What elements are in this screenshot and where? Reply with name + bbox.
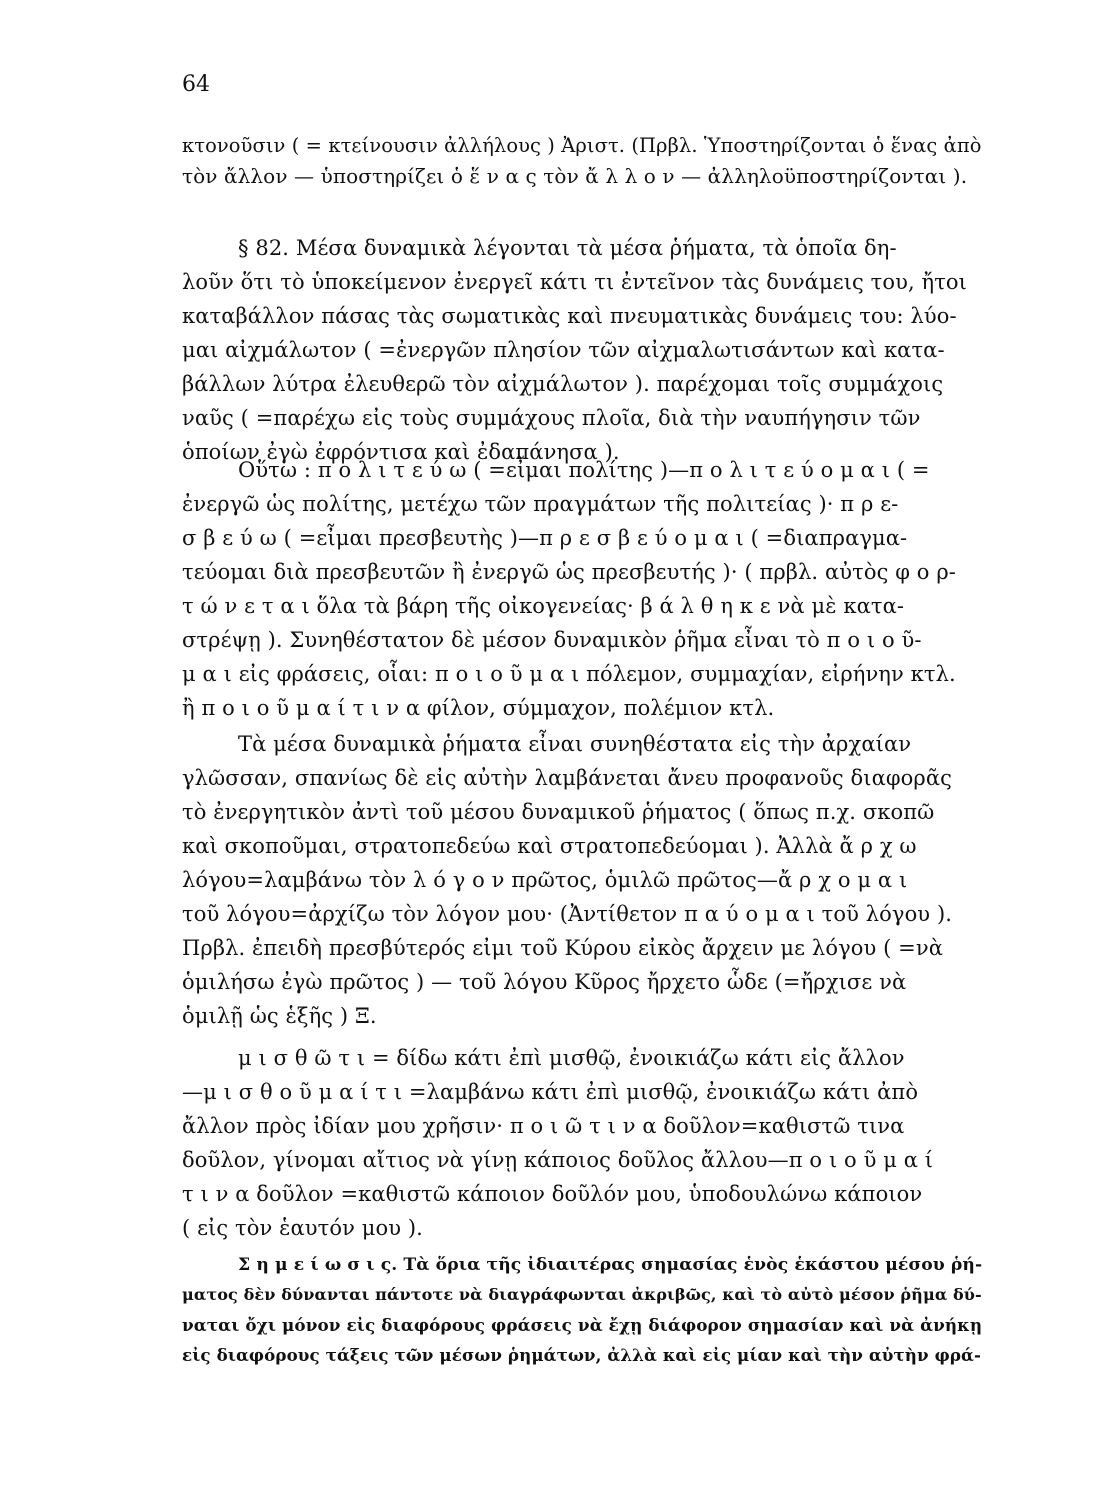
paragraph-misthos — [182, 1041, 990, 1245]
text-line: ἄλλον πρὸς ἰδίαν μου χρῆσιν· π ο ι ῶ τ ι ν α δοῦλον=καθιστῶ τινα — [182, 1114, 905, 1138]
section-heading-line: § 82. Μέσα δυναμικὰ λέγονται τὰ μέσα ῥήματα, τὰ ὁποῖα δη- — [238, 236, 897, 260]
text-line: ὁποίων ἐγὼ ἐφρόντισα καὶ ἐδαπάνησα ). — [182, 440, 620, 464]
text-line: μαι αἰχμάλωτον ( =ἐνεργῶν πλησίον τῶν αἰχμαλωτισάντων καὶ κατα- — [182, 338, 945, 362]
text-line: καταβάλλον πάσας τὰς σωματικὰς καὶ πνευματικὰς δυνάμεις του: λύο- — [182, 304, 957, 328]
text-line: τεύομαι διὰ πρεσβευτῶν ἢ ἐνεργῶ ὡς πρεσβευτής )· ( πρβλ. αὐτὸς φ ο ρ- — [182, 560, 956, 584]
text-line: λοῦν ὅτι τὸ ὑποκείμενον ἐνεργεῖ κάτι τι ἐντεῖνον τὰς δυνάμεις του, ἤτοι — [182, 270, 968, 294]
text-line: τ ώ ν ε τ α ι ὅλα τὰ βάρη τῆς οἰκογενείας· β ά λ θ η κ ε νὰ μὲ κατα- — [182, 594, 905, 618]
text-line: Οὕτω : π ο λ ι τ ε ύ ω ( =εἶμαι πολίτης )—π ο λ ι τ ε ύ ο μ α ι ( = — [238, 458, 930, 482]
text-line: ὁμιλῇ ὡς ἑξῆς ) Ξ. — [182, 1004, 377, 1028]
text-line: τὸ ἐνεργητικὸν ἀντὶ τοῦ μέσου δυναμικοῦ ῥήματος ( ὅπως π.χ. σκοπῶ — [182, 800, 935, 824]
paragraph-ancient-usage — [182, 727, 990, 1033]
text-line: γλῶσσαν, σπανίως δὲ εἰς αὐτὴν λαμβάνεται ἄνευ προφανοῦς διαφορᾶς — [182, 766, 953, 790]
text-line: τοῦ λόγου=ἀρχίζω τὸν λόγον μου· (Ἀντίθετον π α ύ ο μ α ι τοῦ λόγου ). — [182, 902, 953, 926]
text-line: ( εἰς τὸν ἑαυτόν μου ). — [182, 1216, 423, 1240]
text-line: Τὰ μέσα δυναμικὰ ῥήματα εἶναι συνηθέστατα εἰς τὴν ἀρχαίαν — [238, 732, 912, 756]
text-line: βάλλων λύτρα ἐλευθερῶ τὸν αἰχμάλωτον ). παρέχομαι τοῖς συμμάχοις — [182, 372, 944, 396]
text-line: —μ ι σ θ ο ῦ μ α ί τ ι =λαμβάνω κάτι ἐπὶ μισθῷ, ἐνοικιάζω κάτι ἀπὸ — [182, 1080, 919, 1104]
intro-paragraph — [182, 131, 990, 191]
text-line: μ α ι εἰς φράσεις, οἷαι: π ο ι ο ῦ μ α ι πόλεμον, συμμαχίαν, εἰρήνην κτλ. — [182, 662, 956, 686]
text-line: κτονοῦσιν ( = κτείνουσιν ἀλλήλους ) Ἀριστ. (Πρβλ. Ὑποστηρίζονται ὁ ἕνας ἀπὸ — [182, 134, 982, 157]
text-line: σ β ε ύ ω ( =εἶμαι πρεσβευτὴς )—π ρ ε σ β ε ύ ο μ α ι ( =διαπραγμα- — [182, 526, 908, 550]
text-line: Σ η μ ε ί ω σ ι ς. Τὰ ὅρια τῆς ἰδιαιτέρας σημασίας ἑνὸς ἑκάστου μέσου ῥή- — [238, 1255, 983, 1275]
text-line: ματος δὲν δύνανται πάντοτε νὰ διαγράφωνται ἀκριβῶς, καὶ τὸ αὐτὸ μέσον ῥῆμα δύ- — [182, 1285, 982, 1304]
text-line: ἐνεργῶ ὡς πολίτης, μετέχω τῶν πραγμάτων τῆς πολιτείας )· π ρ ε- — [182, 492, 899, 516]
text-line: Πρβλ. ἐπειδὴ πρεσβύτερός εἰμι τοῦ Κύρου εἰκὸς ἄρχειν με λόγου ( =νὰ — [182, 936, 944, 960]
section-82-paragraph — [182, 231, 990, 469]
text-line: ἢ π ο ι ο ῦ μ α ί τ ι ν α φίλον, σύμμαχον, πολέμιον κτλ. — [182, 696, 775, 720]
text-line: λόγου=λαμβάνω τὸν λ ό γ ο ν πρῶτος, ὁμιλῶ πρῶτος—ἄ ρ χ ο μ α ι — [182, 868, 908, 892]
text-line: ναται ὄχι μόνον εἰς διαφόρους φράσεις νὰ ἔχῃ διάφορον σημασίαν καὶ νὰ ἀνήκῃ — [182, 1315, 983, 1335]
text-line: ναῦς ( =παρέχω εἰς τοὺς συμμάχους πλοῖα, διὰ τὴν ναυπήγησιν τῶν — [182, 406, 921, 430]
text-line: μ ι σ θ ῶ τ ι = δίδω κάτι ἐπὶ μισθῷ, ἐνοικιάζω κάτι εἰς ἄλλον — [238, 1046, 905, 1070]
text-line: καὶ σκοποῦμαι, στρατοπεδεύω καὶ στρατοπεδεύομαι ). Ἀλλὰ ἄ ρ χ ω — [182, 834, 917, 858]
text-line: εἰς διαφόρους τάξεις τῶν μέσων ῥημάτων, ἀλλὰ καὶ εἰς μίαν καὶ τὴν αὐτὴν φρά- — [182, 1345, 981, 1365]
text-line: δοῦλον, γίνομαι αἴτιος νὰ γίνῃ κάποιος δοῦλος ἄλλου—π ο ι ο ῦ μ α ί — [182, 1148, 934, 1172]
text-line: στρέψῃ ). Συνηθέστατον δὲ μέσον δυναμικὸν ῥῆμα εἶναι τὸ π ο ι ο ῦ- — [182, 628, 922, 652]
text-line: ὁμιλήσω ἐγὼ πρῶτος ) — τοῦ λόγου Κῦρος ἤρχετο ὧδε (=ἤρχισε νὰ — [182, 970, 907, 994]
text-line: τὸν ἄλλον — ὑποστηρίζει ὁ ἕ ν α ς τὸν ἄ λ λ ο ν — ἀλληλοϋποστηρίζονται ). — [182, 164, 968, 188]
note-paragraph — [182, 1250, 990, 1370]
paragraph-examples — [182, 453, 990, 725]
text-line: τ ι ν α δοῦλον =καθιστῶ κάποιον δοῦλόν μου, ὑποδουλώνω κάποιον — [182, 1182, 923, 1206]
page-number: 64 — [182, 72, 210, 97]
